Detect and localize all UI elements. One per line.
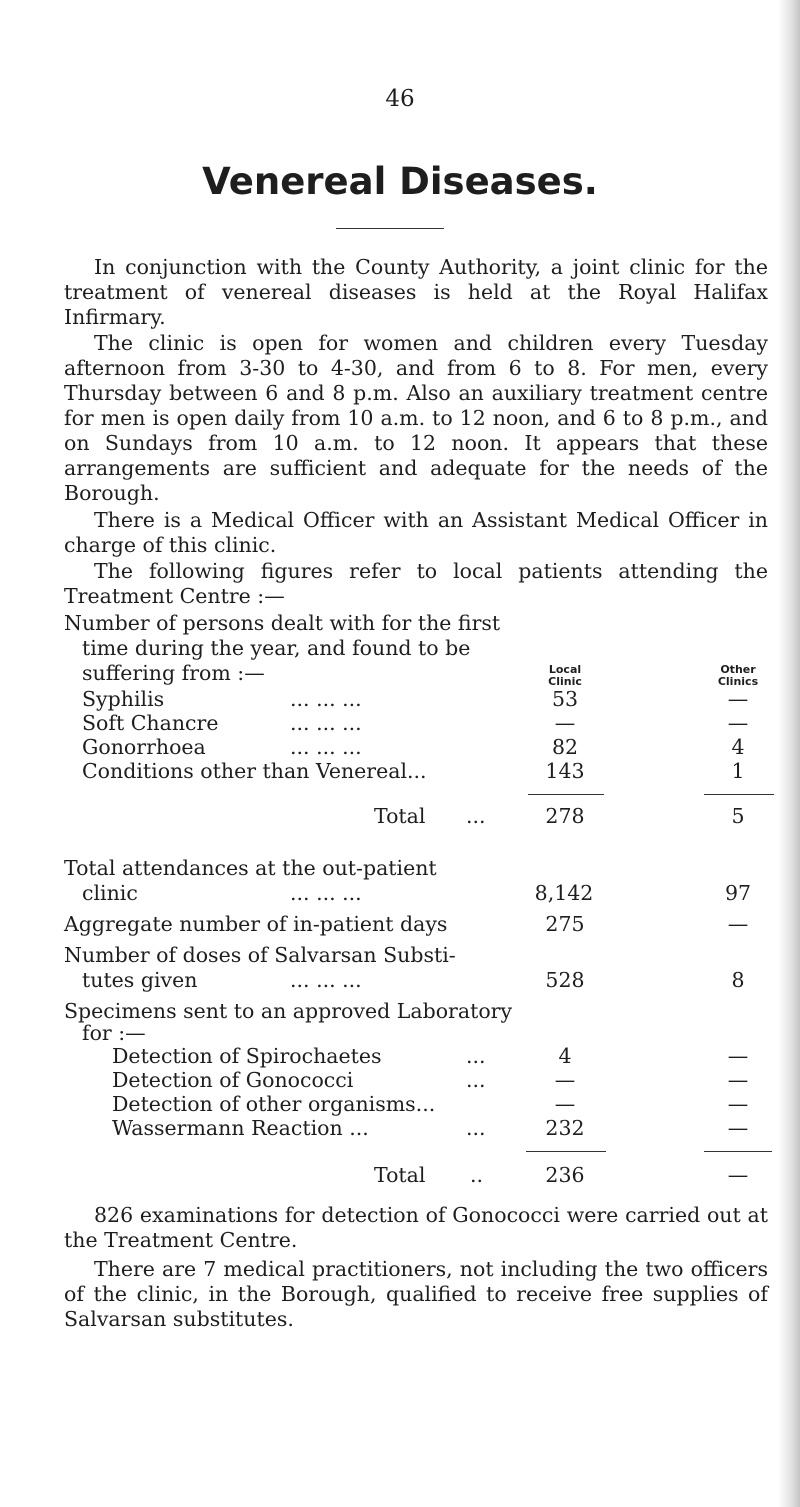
paragraph-examinations: 826 examinations for detection of Gonococci were carried out at the Treatment Centre. [64,1203,768,1252]
persons-intro-line3: suffering from :— [82,661,265,685]
specimen-sum-line-other [704,1151,772,1152]
sum-line-other [704,794,774,795]
sum-line-local [528,794,604,795]
paragraph-joint-clinic: In conjunction with the County Authority, a joint clinic for the treatment of venereal diseases is held at the Royal Halifax Infirmary. [64,255,768,329]
page-number: 46 [385,86,415,112]
specimens-intro-line2: for :— [82,1021,146,1045]
salvarsan-line1: Number of doses of Salvarsan Substi- [64,943,456,967]
persons-intro-line1: Number of persons dealt with for the first [64,611,501,635]
paragraph-clinic-hours: The clinic is open for women and children every Tuesday afternoon from 3-30 to 4-30, and from 6 to 8. For men, every Thursday between 6 and 8 p.m. Also an auxiliary treatment centre for men is open daily from 10 a.m. to 12 noon, and 6 to 8 p.m., and on Sundays from 10 a.m. to 12 noon. It appears that these arrangements are sufficient and adequate for the needs of the Borough. [64,331,768,505]
column-header-local-clinic: Local Clinic [548,663,582,688]
paragraph-medical-officer: There is a Medical Officer with an Assistant Medical Officer in charge of this clinic. [64,508,768,557]
attendances-line1: Total attendances at the out-patient [64,856,437,880]
page-edge-shadow [778,0,800,1507]
persons-intro-line2: time during the year, and found to be [82,636,471,660]
page-title: Venereal Diseases. [202,160,598,203]
specimens-intro-line1: Specimens sent to an approved Laboratory [64,999,513,1023]
specimen-sum-line-local [526,1151,606,1152]
paragraph-figures-intro: The following figures refer to local patients attending the Treatment Centre :— [64,559,768,608]
paragraph-practitioners: There are 7 medical practitioners, not including the two officers of the clinic, in the Borough, qualified to receive free supplies of Salvarsan substitutes. [64,1257,768,1331]
column-header-other-clinics: Other Clinics [717,663,759,688]
title-divider [336,228,444,229]
